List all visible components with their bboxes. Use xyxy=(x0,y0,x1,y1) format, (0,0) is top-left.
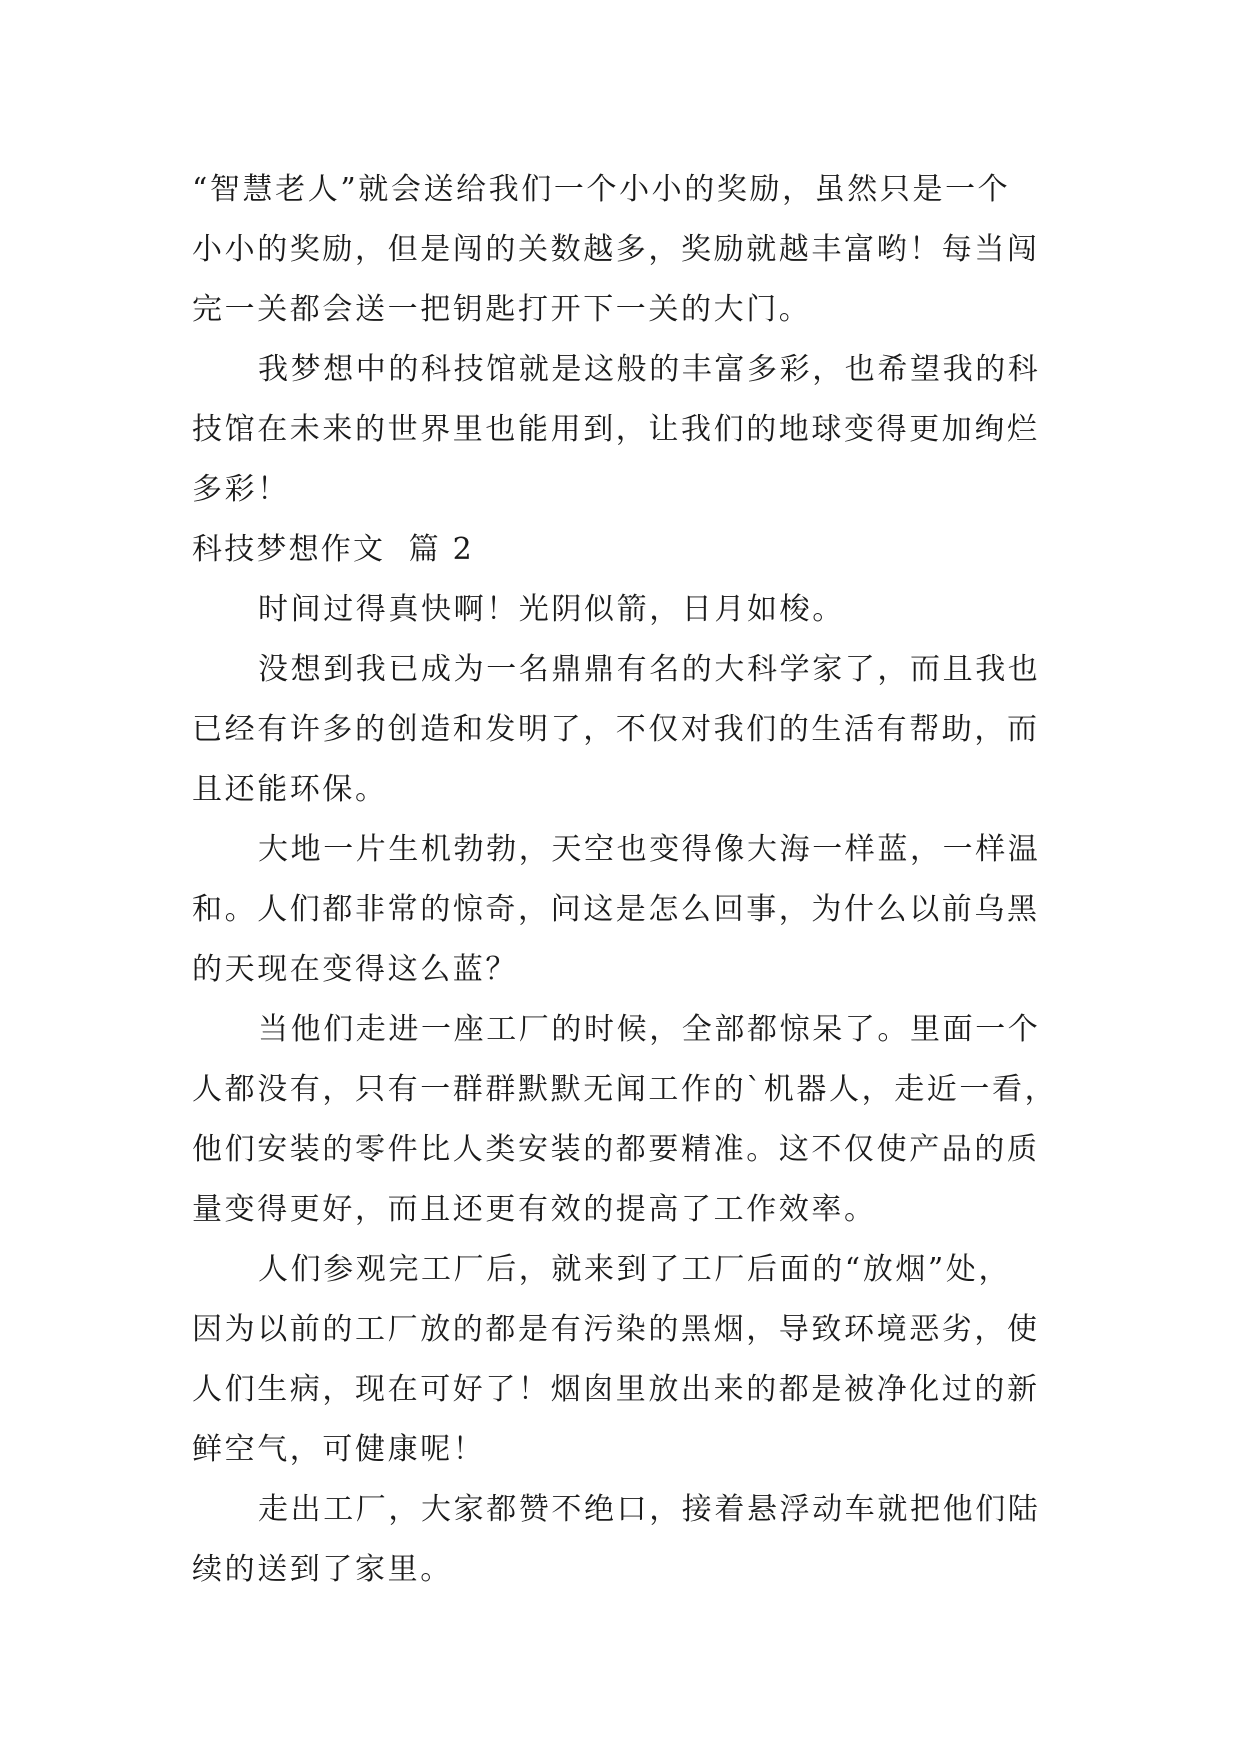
text-line: 当他们走进一座工厂的时候，全部都惊呆了。里面一个 xyxy=(258,1012,1041,1047)
section-heading xyxy=(192,520,1052,580)
text-line: 我梦想中的科技馆就是这般的丰富多彩，也希望我的科 xyxy=(258,352,1041,387)
text-line: “智慧老人”就会送给我们一个小小的奖励，虽然只是一个 xyxy=(192,172,1011,207)
paragraph xyxy=(192,160,1052,340)
text-line: 量变得更好，而且还更有效的提高了工作效率。 xyxy=(192,1192,877,1227)
text-line: 人们生病，现在可好了！烟囱里放出来的都是被净化过的新 xyxy=(192,1372,1040,1407)
text-line: 鲜空气，可健康呢！ xyxy=(192,1432,486,1467)
paragraph xyxy=(192,1000,1058,1240)
text-line: 大地一片生机勃勃，天空也变得像大海一样蓝，一样温 xyxy=(258,832,1041,867)
text-line: 人们参观完工厂后，就来到了工厂后面的“放烟”处， xyxy=(258,1252,1012,1287)
paragraph xyxy=(192,1240,1052,1480)
text-line: 技馆在未来的世界里也能用到，让我们的地球变得更加绚烂 xyxy=(192,412,1040,447)
paragraph xyxy=(192,820,1052,1000)
text-line: 没想到我已成为一名鼎鼎有名的大科学家了，而且我也 xyxy=(258,652,1041,687)
text-line: 且还能环保。 xyxy=(192,772,388,807)
text-line: 走出工厂，大家都赞不绝口，接着悬浮动车就把他们陆 xyxy=(258,1492,1041,1527)
text-line: 已经有许多的创造和发明了，不仅对我们的生活有帮助，而 xyxy=(192,712,1040,747)
text-line: 小小的奖励，但是闯的关数越多，奖励就越丰富哟！每当闯 xyxy=(192,232,1040,267)
paragraph xyxy=(192,640,1052,820)
paragraph xyxy=(192,580,1052,640)
text-line: 因为以前的工厂放的都是有污染的黑烟，导致环境恶劣，使 xyxy=(192,1312,1040,1347)
text-line: 他们安装的零件比人类安装的都要精准。这不仅使产品的质 xyxy=(192,1132,1040,1167)
text-line: 续的送到了家里。 xyxy=(192,1552,453,1587)
paragraph xyxy=(192,1480,1052,1600)
text-line: 人都没有，只有一群群默默无闻工作的`机器人，走近一看， xyxy=(192,1072,1058,1107)
document-body xyxy=(192,160,1058,1600)
text-line: 多彩！ xyxy=(192,472,290,507)
heading-text: 科技梦想作文 篇 2 xyxy=(192,532,474,567)
paragraph xyxy=(192,340,1052,520)
text-line: 的天现在变得这么蓝？ xyxy=(192,952,518,987)
text-line: 时间过得真快啊！光阴似箭，日月如梭。 xyxy=(258,592,845,627)
text-line: 完一关都会送一把钥匙打开下一关的大门。 xyxy=(192,292,812,327)
text-line: 和。人们都非常的惊奇，问这是怎么回事，为什么以前乌黑 xyxy=(192,892,1040,927)
